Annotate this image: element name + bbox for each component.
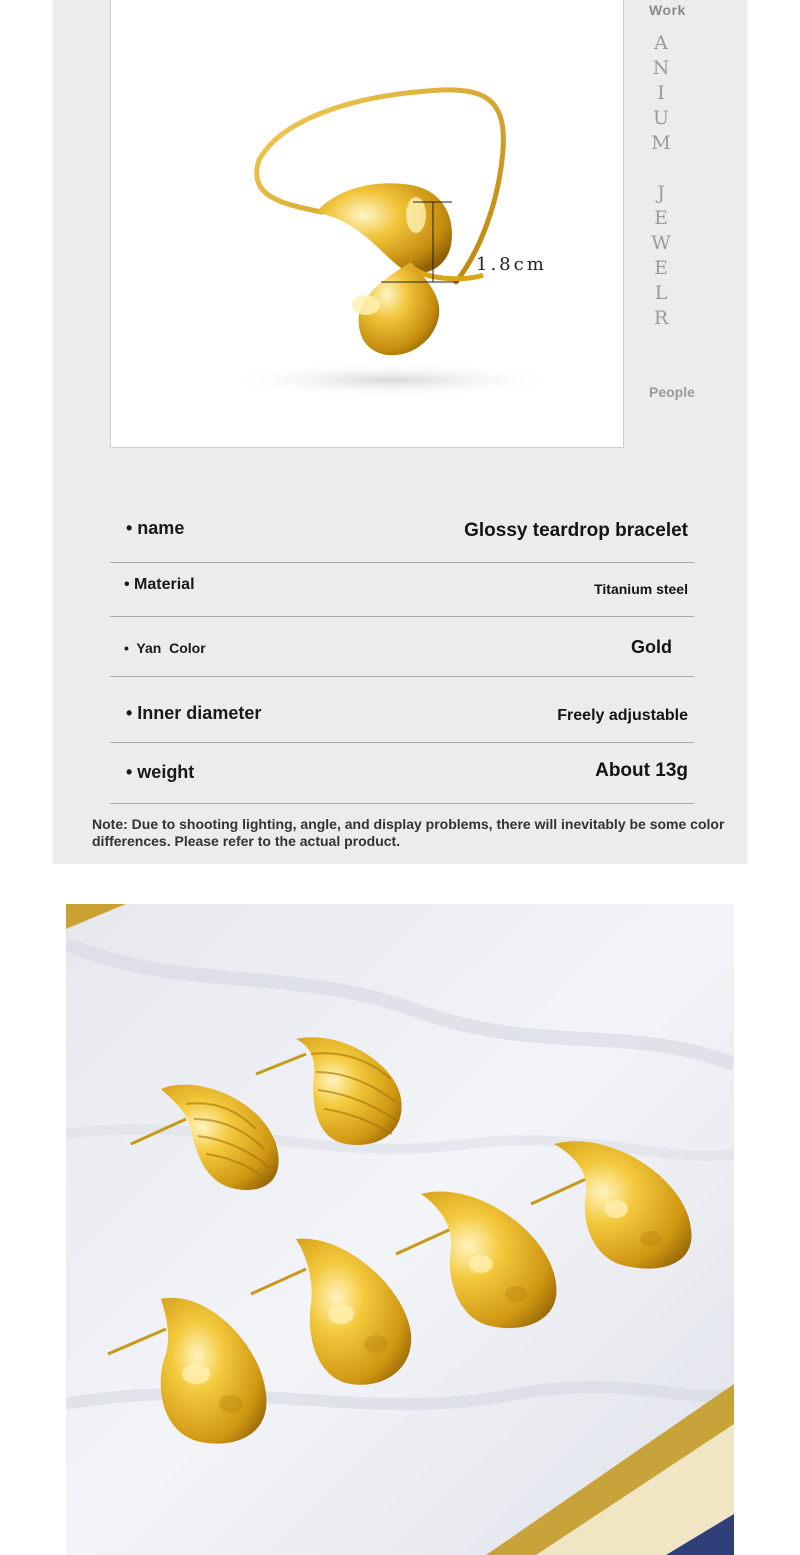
spec-label: • Yan Color xyxy=(124,640,206,656)
spec-row-color xyxy=(110,617,694,677)
spec-label: • name xyxy=(126,518,185,538)
earrings-illustration xyxy=(66,904,734,1555)
spec-panel xyxy=(53,0,747,864)
spec-value: Freely adjustable xyxy=(557,707,688,724)
spec-value: Glossy teardrop bracelet xyxy=(464,520,688,541)
spec-value: Gold xyxy=(631,637,672,657)
brand-side-bottom: People xyxy=(649,384,695,400)
spec-label: • weight xyxy=(126,762,195,782)
measurement-label: 1.8cm xyxy=(476,254,547,275)
spec-label: • Inner diameter xyxy=(126,703,262,723)
spec-value: About 13g xyxy=(595,760,688,781)
spec-row-weight xyxy=(110,743,694,804)
brand-side-top: Work xyxy=(649,2,686,18)
bracelet-photo xyxy=(110,0,624,448)
brand-vertical-text: ANIUM JEWELR xyxy=(650,32,672,332)
bracelet-illustration xyxy=(111,0,623,447)
spec-row-name xyxy=(110,503,694,563)
earrings-photo xyxy=(66,904,734,1555)
color-difference-note: Note: Due to shooting lighting, angle, and display problems, there will inevitably be some color differences. Please refer to the actual product. xyxy=(92,816,725,849)
spec-value: Titanium steel xyxy=(594,581,688,597)
spec-table xyxy=(110,503,694,804)
spec-label: • Material xyxy=(124,576,195,593)
spec-row-inner-diameter xyxy=(110,677,694,743)
spec-row-material xyxy=(110,563,694,617)
